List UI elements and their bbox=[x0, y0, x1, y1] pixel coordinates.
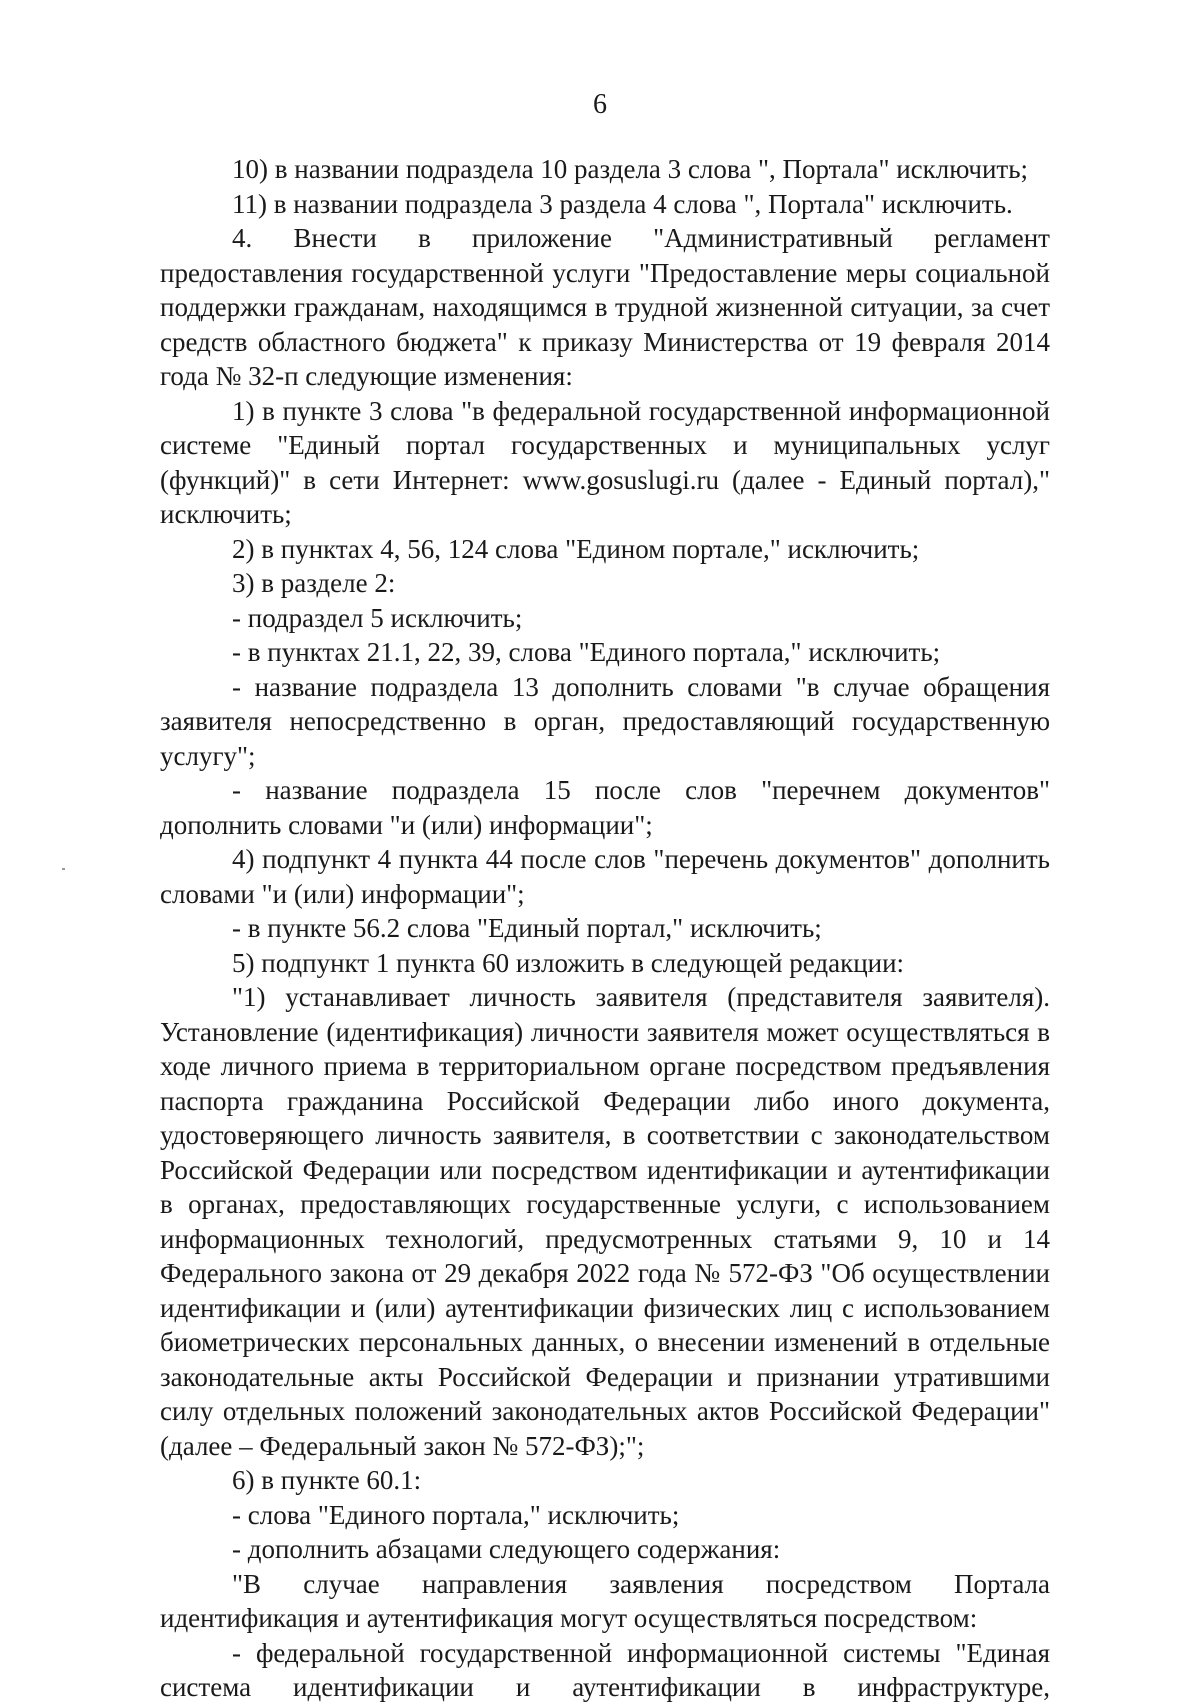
paragraph-19: - федеральной государственной информационной системы "Единая система идентификации и аутентификации в инфраструктуре, bbox=[160, 1637, 1050, 1702]
paragraph-9: - название подраздела 13 дополнить словами "в случае обращения заявителя непосредственно в орган, предоставляющий государственную услугу"; bbox=[160, 671, 1050, 771]
paragraph-17: - дополнить абзацами следующего содержания: bbox=[232, 1534, 781, 1564]
paragraph-1: 10) в названии подраздела 10 раздела 3 слова ", Портала" исключить; bbox=[232, 154, 1029, 184]
paragraph-10: - название подраздела 15 после слов "перечнем документов" дополнить словами "и (или) информации"; bbox=[160, 775, 1050, 840]
paragraph-13: 5) подпункт 1 пункта 60 изложить в следующей редакции: bbox=[232, 947, 905, 978]
paragraph-15: 6) в пункте 60.1: bbox=[232, 1465, 422, 1495]
paragraph-3: 4. Внести в приложение "Административный регламент предоставления государственной услуги "Предоставление меры социальной поддержки гражданам, находящимся в трудной жизненной ситуации, за счет средств областного бюджета" к приказу Министерства от 19 февраля 2014 года № 32-п следующие изменения: bbox=[160, 223, 1050, 391]
paragraph-7: - подраздел 5 исключить; bbox=[232, 602, 523, 633]
paragraph-11: 4) подпункт 4 пункта 44 после слов "перечень документов" дополнить словами "и (или) информации"; bbox=[160, 844, 1050, 909]
document-body bbox=[160, 152, 1050, 1705]
paragraph-4: 1) в пункте 3 слова "в федеральной государственной информационной системе "Единый портал государственных и муниципальных услуг (функций)" в сети Интернет: www.gosuslugi.ru (далее - Единый портал)," исключить; bbox=[160, 395, 1050, 529]
paragraph-14: "1) устанавливает личность заявителя (представителя заявителя). Установление (идентификация) личности заявителя может осуществляться в ходе личного приема в территориальном органе посредством предъявления паспорта гражданина Российской Федерации либо иного документа, удостоверяющего личность заявителя, в соответствии с законодательством Российской Федерации или посредством идентификации и аутентификации в органах, предоставляющих государственные услуги, с использованием информационных технологий, предусмотренных статьями 9, 10 и 14 Федерального закона от 29 декабря 2022 года № 572-ФЗ "Об осуществлении идентификации и (или) аутентификации физических лиц с использованием биометрических персональных данных, о внесении изменений в отдельные законодательные акты Российской Федерации и признании утратившими силу отдельных положений законодательных актов Российской Федерации" (далее – Федеральный закон № 572-ФЗ);"; bbox=[160, 982, 1050, 1461]
page-number: 6 bbox=[593, 89, 607, 120]
paragraph-8: - в пунктах 21.1, 22, 39, слова "Единого портала," исключить; bbox=[232, 637, 941, 667]
paragraph-6: 3) в разделе 2: bbox=[232, 568, 396, 598]
paragraph-2: 11) в названии подраздела 3 раздела 4 слова ", Портала" исключить. bbox=[232, 188, 1013, 219]
paragraph-12: - в пункте 56.2 слова "Единый портал," исключить; bbox=[232, 913, 822, 943]
paragraph-16: - слова "Единого портала," исключить; bbox=[232, 1499, 680, 1530]
paragraph-18: "В случае направления заявления посредством Портала идентификация и аутентификация могут осуществляться посредством: bbox=[160, 1568, 1050, 1633]
paragraph-5: 2) в пунктах 4, 56, 124 слова "Едином портале," исключить; bbox=[232, 533, 920, 564]
scan-speck bbox=[62, 868, 65, 870]
